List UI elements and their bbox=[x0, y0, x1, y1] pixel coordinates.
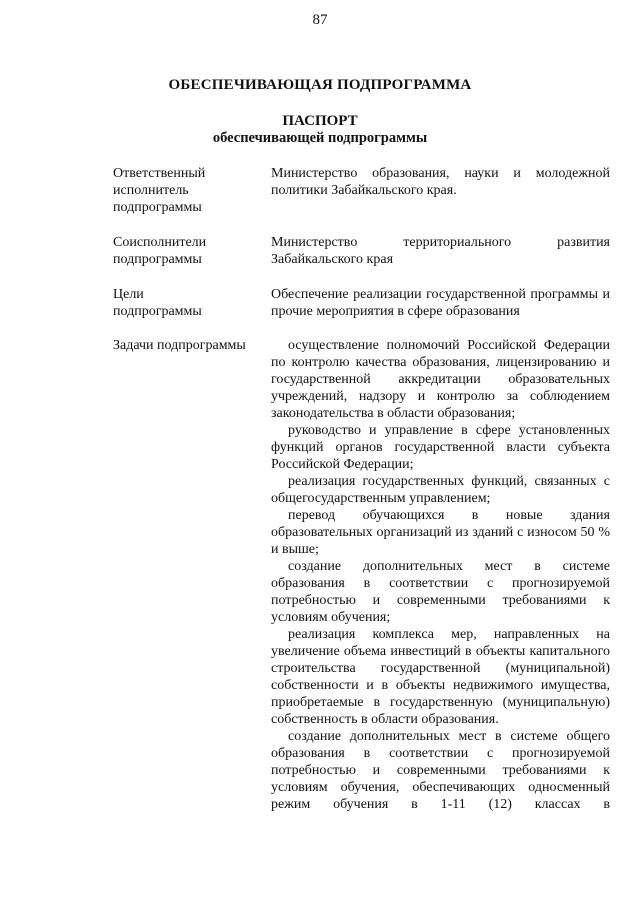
task-item: реализация государственных функций, связанных с общегосударственным управлением; bbox=[271, 474, 610, 506]
passport-row-coexecutors bbox=[113, 234, 610, 270]
task-item: осуществление полномочий Российской Федерации по контролю качества образования, лицензированию и государственной аккредитации образовательных учреждений, надзору и контролю за соблюдением законодательства в области образования; bbox=[271, 338, 610, 421]
passport-row-goals bbox=[113, 286, 610, 338]
task-item: создание дополнительных мест в системе общего образования в соответствии с прогнозируемой потребностью и современными требованиями к условиям обучения, обеспечивающих односменный режим обучения в 1-11 (12) классах в bbox=[271, 729, 610, 812]
row-value-coexecutors: Министерство территориального развития Забайкальского края bbox=[271, 235, 610, 267]
passport-row-executor bbox=[113, 165, 610, 217]
row-label-goals: Цели подпрограммы bbox=[113, 287, 202, 319]
row-value-goals: Обеспечение реализации государственной программы и прочие мероприятия в сфере образования bbox=[271, 287, 610, 319]
page-number: 87 bbox=[312, 12, 328, 28]
task-item: реализация комплекса мер, направленных на увеличение объема инвестиций в объекты капитального строительства государственной (муниципальной) собственности и в объекты недвижимого имущества, приобретаемые в государственную (муниципальную) собственность в области образования. bbox=[271, 627, 610, 727]
task-item: создание дополнительных мест в системе образования в соответствии с прогнозируемой потребностью и современными требованиями к условиям обучения; bbox=[271, 559, 610, 625]
passport-heading: ПАСПОРТ bbox=[282, 113, 358, 129]
section-title: ОБЕСПЕЧИВАЮЩАЯ ПОДПРОГРАММА bbox=[168, 77, 472, 93]
task-item: руководство и управление в сфере установленных функций органов государственной власти субъекта Российской Федерации; bbox=[271, 423, 610, 472]
row-label-executor: Ответственный исполнитель подпрограммы bbox=[113, 166, 206, 215]
row-value-executor: Министерство образования, науки и молодежной политики Забайкальского края. bbox=[271, 166, 610, 198]
passport-row-tasks bbox=[113, 337, 610, 897]
passport-subheading: обеспечивающей подпрограммы bbox=[212, 130, 428, 146]
task-item: перевод обучающихся в новые здания образовательных организаций из зданий с износом 50 % и выше; bbox=[271, 508, 610, 557]
row-label-coexecutors: Соисполнители подпрограммы bbox=[113, 235, 207, 267]
row-label-tasks: Задачи подпрограммы bbox=[113, 338, 246, 353]
row-value-tasks bbox=[271, 337, 610, 813]
